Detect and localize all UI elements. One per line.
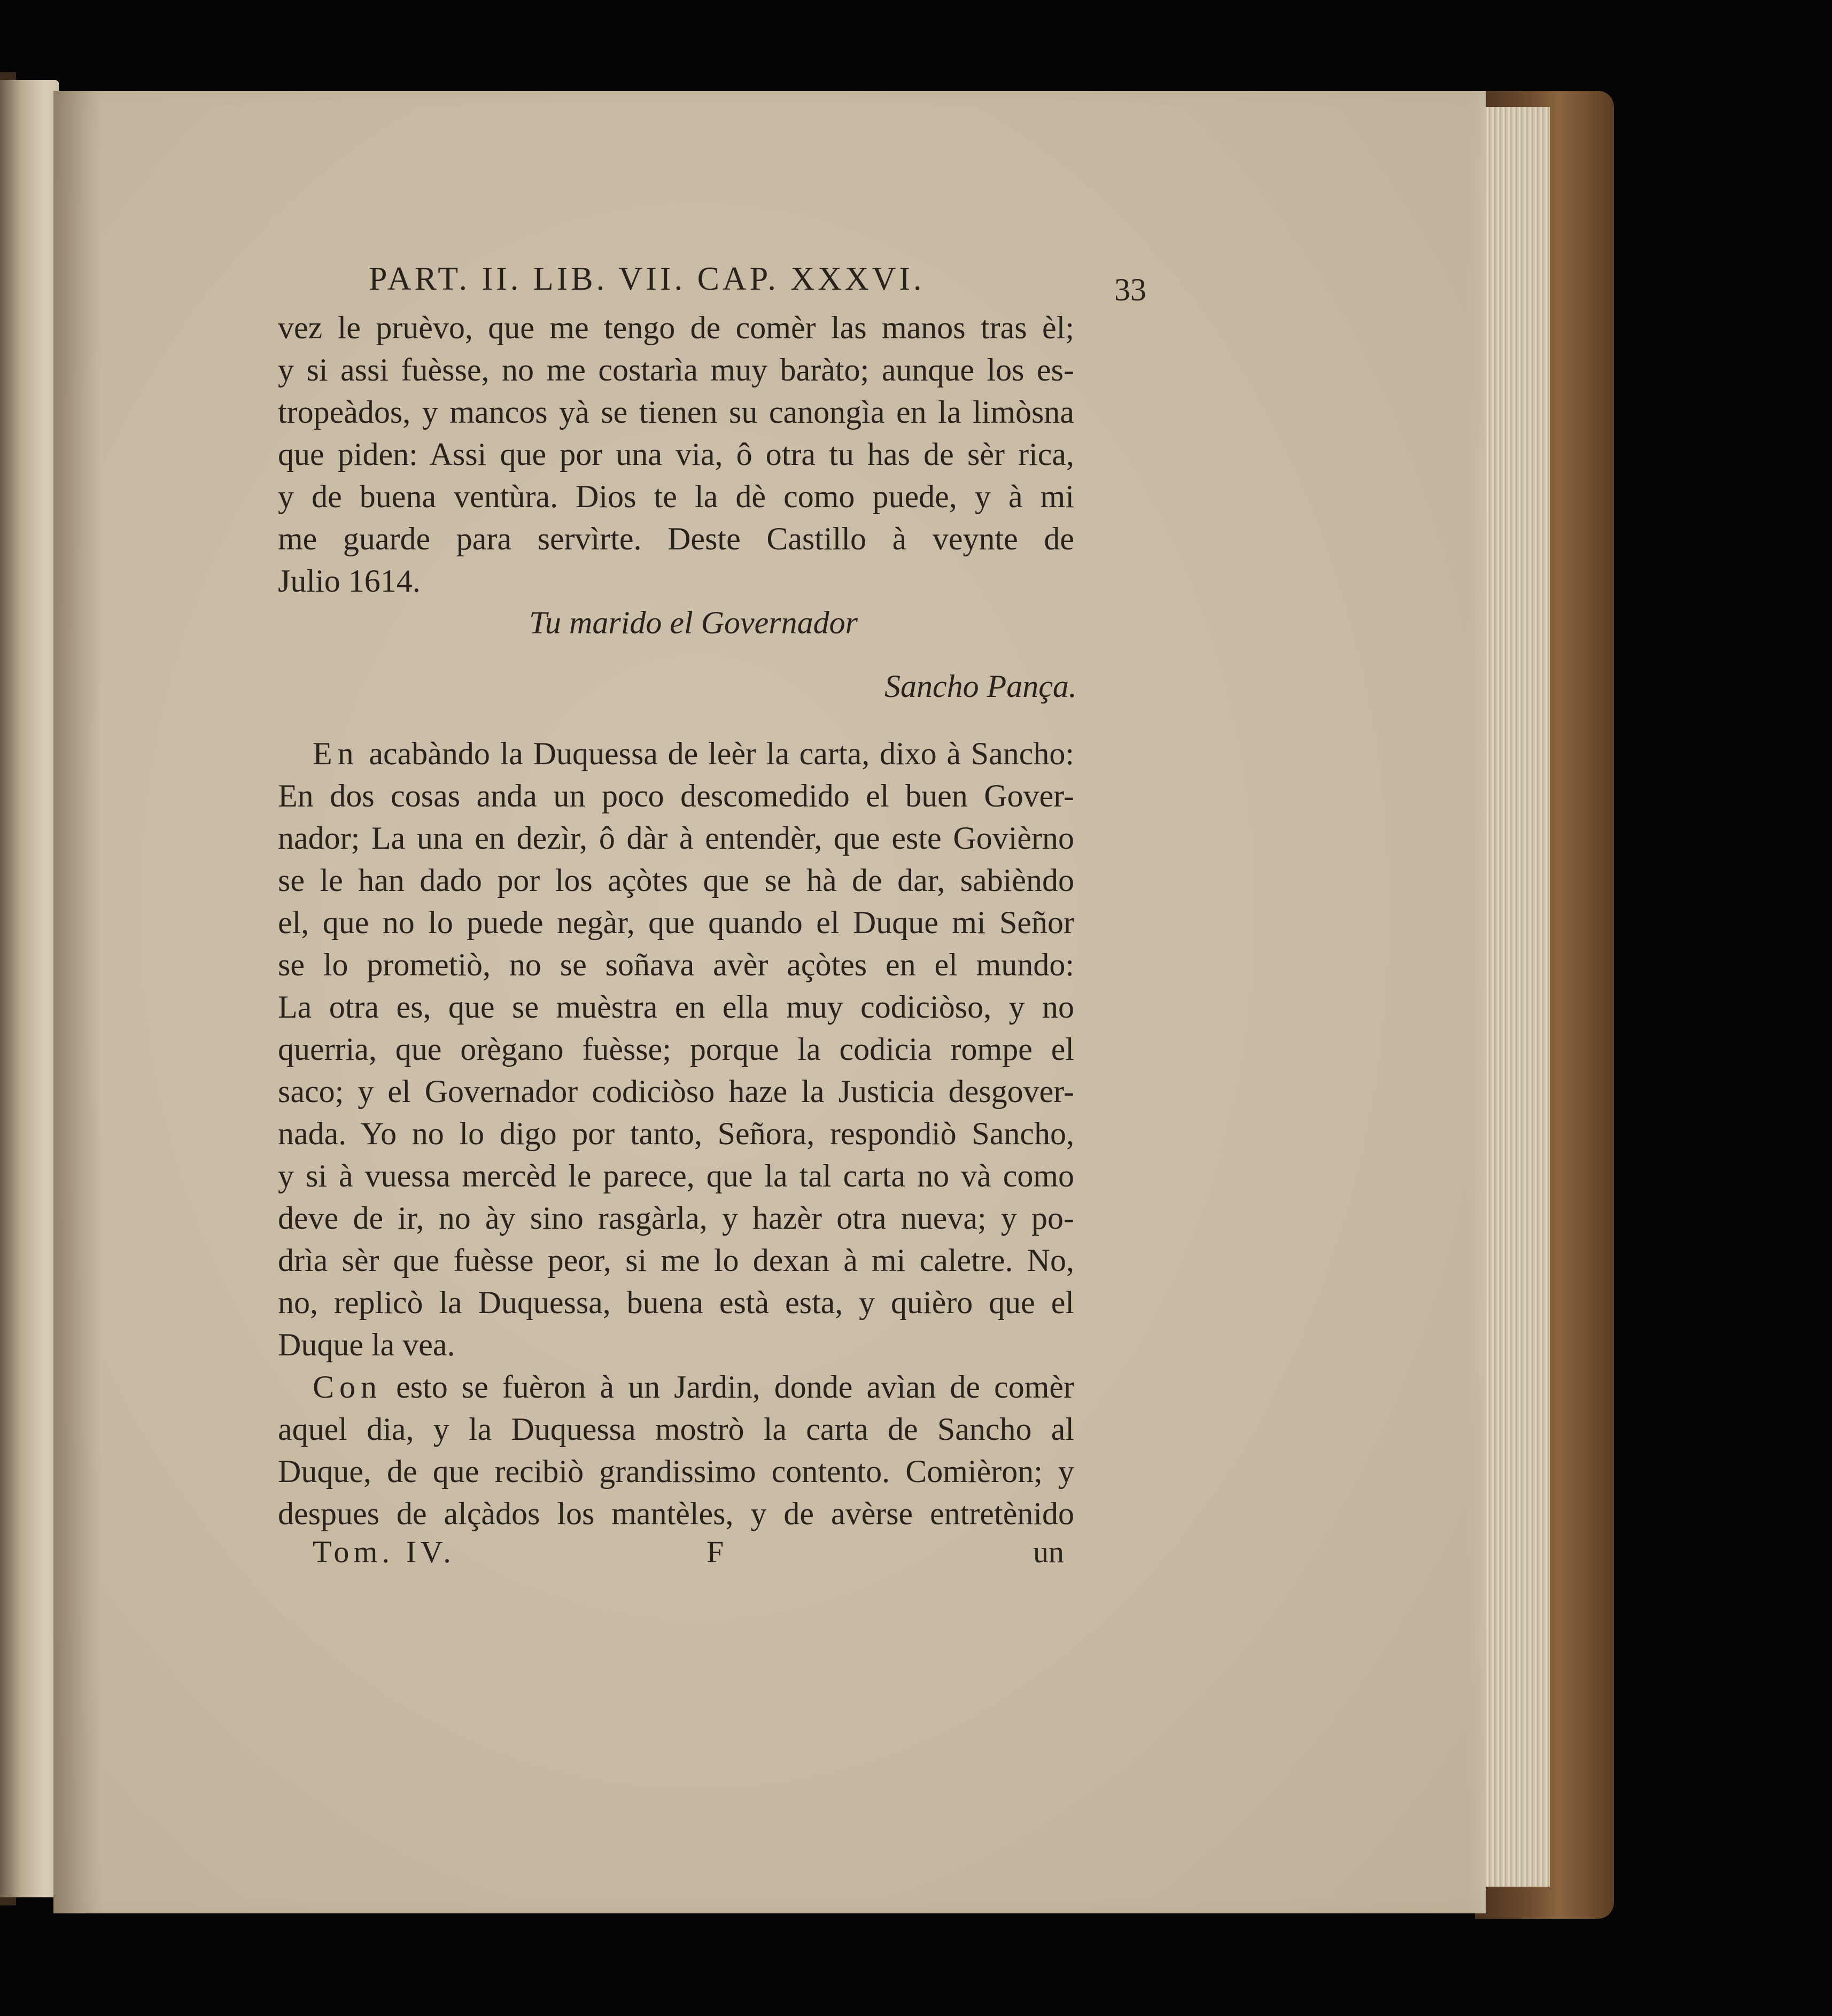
paragraph-last-line: Duque la vea. xyxy=(278,1327,455,1362)
initial-small-caps: Con xyxy=(313,1369,383,1405)
paragraph-first-text: esto se fuèron à un Jardin, donde avìan de comèr xyxy=(382,1369,1074,1405)
paragraph-line: Duque, de que recibiò grandissimo contento. Comièron; y xyxy=(278,1454,1074,1489)
letter-line: vez le pruèvo, que me tengo de comèr las manos tras èl; xyxy=(278,310,1074,345)
letter-line: y si assi fuèsse, no me costarìa muy baràto; aunque los es- xyxy=(278,352,1074,387)
signature-line-2: Sancho Pança. xyxy=(884,669,1077,704)
paragraph-line: En dos cosas anda un poco descomedido el buen Gover- xyxy=(278,778,1074,813)
catchword: un xyxy=(1033,1534,1064,1569)
paragraph-line: querria, que orègano fuèsse; porque la codicia rompe el xyxy=(278,1032,1074,1067)
paragraph-line: se le han dado por los açòtes que se hà de dar, sabièndo xyxy=(278,863,1074,898)
paragraph-line: no, replicò la Duquessa, buena està esta, y quièro que el xyxy=(278,1285,1074,1320)
letter-line: tropeàdos, y mancos yà se tienen su canongìa en la limòsna xyxy=(278,394,1074,430)
letter-line: Julio 1614. xyxy=(278,563,421,599)
page-number: 33 xyxy=(1114,272,1146,307)
signature-mark: F xyxy=(707,1534,724,1569)
paragraph-line: saco; y el Governador codiciòso haze la Justicia desgover- xyxy=(278,1074,1074,1109)
paragraph-first-text: acabàndo la Duquessa de leèr la carta, dixo à Sancho: xyxy=(359,736,1074,771)
paragraph-first-line xyxy=(313,1371,1074,1403)
gutter-shadow xyxy=(53,91,102,1913)
letter-line: me guarde para servìrte. Deste Castillo à veynte de xyxy=(278,521,1074,556)
paragraph-line: La otra es, que se muèstra en ella muy codiciòso, y no xyxy=(278,989,1074,1025)
paragraph-line: aquel dia, y la Duquessa mostrò la carta de Sancho al xyxy=(278,1412,1074,1447)
paragraph-line: nada. Yo no lo digo por tanto, Señora, respondiò Sancho, xyxy=(278,1116,1074,1151)
paragraph-line: se lo prometiò, no se soñava avèr açòtes en el mundo: xyxy=(278,947,1074,982)
running-head: PART. II. LIB. VII. CAP. XXXVI. xyxy=(369,261,925,297)
signature-line-1: Tu marido el Governador xyxy=(529,605,858,640)
paragraph-line: el, que no lo puede negàr, que quando el Duque mi Señor xyxy=(278,905,1074,940)
paragraph-line: nador; La una en dezìr, ô dàr à entendèr, que este Govièrno xyxy=(278,820,1074,856)
volume-label: Tom. IV. xyxy=(313,1534,455,1569)
facing-page-edge xyxy=(0,80,59,1897)
paragraph-first-line xyxy=(313,738,1074,770)
paragraph-line: y si à vuessa mercèd le parece, que la tal carta no và como xyxy=(278,1158,1074,1193)
letter-line: y de buena ventùra. Dios te la dè como puede, y à mi xyxy=(278,479,1074,514)
paragraph-line: deve de ir, no ày sino rasgàrla, y hazèr otra nueva; y po- xyxy=(278,1200,1074,1236)
letter-line: que piden: Assi que por una via, ô otra tu has de sèr rica, xyxy=(278,437,1074,472)
paragraph-line: despues de alçàdos los mantèles, y de avèrse entretènido xyxy=(278,1496,1074,1531)
paragraph-line: drìa sèr que fuèsse peor, si me lo dexan à mi caletre. No, xyxy=(278,1243,1074,1278)
initial-small-caps: En xyxy=(313,736,359,771)
